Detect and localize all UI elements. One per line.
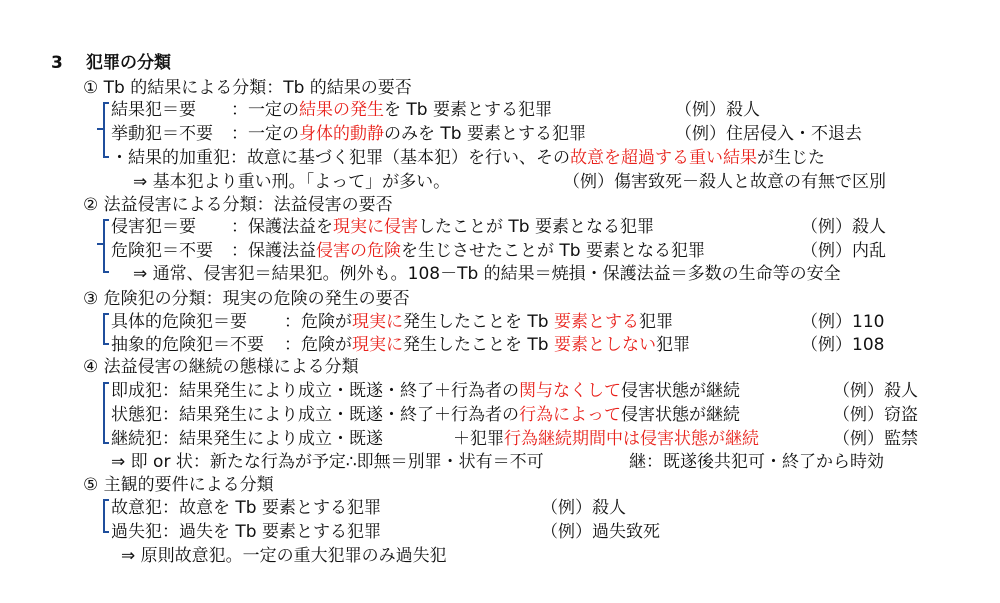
term-def-cont: ＋犯罪行為継続期間中は侵害状態が継続 <box>453 429 759 449</box>
term-example: （例）殺人 <box>801 217 886 237</box>
term-def: ：危険が現実に発生したことを Tb 要素とする犯罪 <box>284 312 673 332</box>
s5-conclusion: ⇒ 原則故意犯。一定の重大犯罪のみ過失犯 <box>121 546 447 566</box>
term-example: （例）108 <box>801 335 885 355</box>
term-example: （例）殺人 <box>541 498 626 518</box>
term-example: （例）110 <box>801 312 885 332</box>
s2-conclusion: ⇒ 通常、侵害犯＝結果犯。例外も。108－Tb 的結果＝焼損・保護法益＝多数の生命等の安全 <box>133 264 841 284</box>
term-def: 即成犯：結果発生により成立・既遂・終了＋行為者の関与なくして侵害状態が継続 <box>111 381 740 401</box>
term-name: 侵害犯＝要 <box>111 217 196 237</box>
s1-row-aggravated: ・結果的加重犯：故意に基づく犯罪（基本犯）を行い、その故意を超過する重い結果が生じた <box>111 148 825 168</box>
term-example: （例）過失致死 <box>541 522 660 542</box>
s1-bracket <box>103 102 105 158</box>
conclusion-note: 継：既遂後共犯可・終了から時効 <box>629 452 884 472</box>
term-name: 危険犯＝不要 <box>111 241 213 261</box>
term-name: 挙動犯＝不要 <box>111 124 213 144</box>
term-name: 抽象的危険犯＝不要 <box>111 335 264 355</box>
term-def: ：保護法益を現実に侵害したことが Tb 要素となる犯罪 <box>231 217 654 237</box>
section-title: 犯罪の分類 <box>86 53 171 73</box>
term-def: ：保護法益侵害の危険を生じさせたことが Tb 要素となる犯罪 <box>231 241 705 261</box>
term-def: ：一定の身体的動静のみを Tb 要素とする犯罪 <box>231 124 586 144</box>
term-name: 具体的危険犯＝要 <box>111 312 247 332</box>
term-def: 継続犯：結果発生により成立・既遂 <box>111 429 383 449</box>
s2-heading: ② 法益侵害による分類：法益侵害の要否 <box>83 195 393 215</box>
term-def: ：一定の結果の発生を Tb 要素とする犯罪 <box>231 100 552 120</box>
s3-bracket <box>103 313 105 345</box>
s3-heading: ③ 危険犯の分類：現実の危険の発生の要否 <box>83 289 410 309</box>
conclusion-text: ⇒ 即 or 状：新たな行為が予定∴即無＝別罪・状有＝不可 <box>111 452 544 472</box>
s2-bracket <box>103 219 105 273</box>
s5-heading: ⑤ 主観的要件による分類 <box>83 475 274 495</box>
s5-bracket <box>103 499 105 533</box>
term-example: （例）窃盗 <box>833 405 918 425</box>
term-def: 過失犯：過失を Tb 要素とする犯罪 <box>111 522 381 542</box>
s1-heading: ① Tb 的結果による分類：Tb 的結果の要否 <box>83 78 412 98</box>
term-def: 故意犯：故意を Tb 要素とする犯罪 <box>111 498 381 518</box>
term-example: （例）傷害致死－殺人と故意の有無で区別 <box>563 172 886 192</box>
conclusion-text: ⇒ 基本犯より重い刑。「よって」が多い。 <box>133 172 451 192</box>
s4-bracket <box>103 382 105 444</box>
term-name: 結果犯＝要 <box>111 100 196 120</box>
term-example: （例）殺人 <box>833 381 918 401</box>
term-example: （例）殺人 <box>675 100 760 120</box>
s4-heading: ④ 法益侵害の継続の態様による分類 <box>83 357 359 377</box>
section-number: 3 <box>51 53 63 73</box>
term-example: （例）内乱 <box>801 241 886 261</box>
term-example: （例）住居侵入・不退去 <box>675 124 862 144</box>
term-example: （例）監禁 <box>833 429 918 449</box>
term-def: 状態犯：結果発生により成立・既遂・終了＋行為者の行為によって侵害状態が継続 <box>111 405 740 425</box>
term-def: ：危険が現実に発生したことを Tb 要素としない犯罪 <box>284 335 690 355</box>
